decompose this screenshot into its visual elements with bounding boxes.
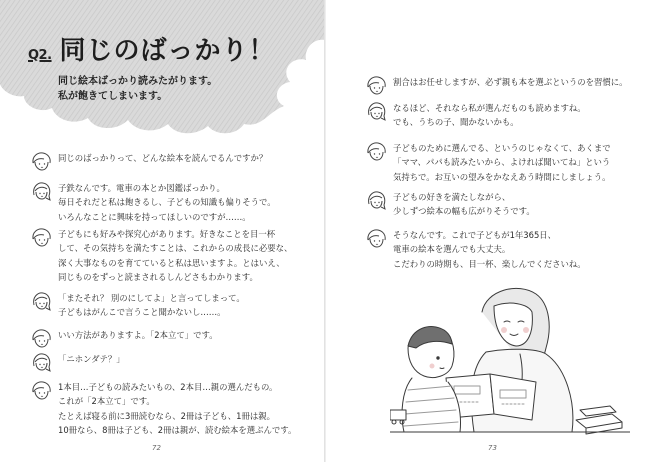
parent-face-icon <box>30 380 52 400</box>
dialogue-line: 割合はお任せしますが、必ず親も本を選ぶというのを習慣に。 <box>393 77 628 87</box>
dialogue-line: たとえば寝る前に3冊読むなら、2冊は子ども、1冊は親。 <box>58 410 275 421</box>
dialogue-line: 同じものをずっと読まされるしんどさもわかります。 <box>58 271 258 282</box>
parent-face-icon <box>30 227 52 247</box>
dialogue-block <box>30 380 296 437</box>
dialogue-line: こだわりの時期も、目一杯、楽しんでくださいね。 <box>393 258 586 269</box>
dialogue-block <box>365 190 535 219</box>
question-intro <box>58 74 217 104</box>
intro-line: 同じ絵本ばっかり読みたがります。 <box>58 76 218 87</box>
page-number: 73 <box>488 444 497 452</box>
dialogue-block <box>30 181 276 224</box>
dialogue-block <box>30 227 292 284</box>
dialogue-block <box>30 151 267 171</box>
dialogue-block <box>365 141 611 184</box>
dialogue-block <box>365 75 628 95</box>
dialogue-line: 子どもの好きを満たしながら、 <box>393 192 511 202</box>
question-heading <box>28 30 276 67</box>
dialogue-line: 同じのばっかりって、どんな絵本を読んでるんですか？ <box>58 153 268 163</box>
mother-face-icon <box>30 352 52 372</box>
parent-face-icon <box>365 75 387 95</box>
mother-face-icon <box>30 291 52 311</box>
page-number: 72 <box>152 444 161 452</box>
dialogue-line: そうなんです。これで子どもが1年365日、 <box>393 230 557 240</box>
dialogue-line: 少しずつ絵本の幅も広がりそうです。 <box>393 206 535 217</box>
dialogue-line: なるほど、それなら私が選んだものも読めますね。 <box>393 103 586 113</box>
dialogue-line: 子どもにも好みや探究心があります。好きなことを目一杯 <box>58 229 276 239</box>
dialogue-line: 子どもはがんこで言うこと聞かないし……。 <box>58 307 226 318</box>
dialogue-line: 電車の絵本を選んでも大丈夫。 <box>393 244 511 255</box>
dialogue-line: 子どものために選んでる、というのじゃなくて、あくまで <box>393 143 611 153</box>
parent-face-icon <box>30 328 52 348</box>
parent-face-icon <box>365 228 387 248</box>
dialogue-line: 10冊なら、8冊は子ども、2冊は親が、読む絵本を選ぶんです。 <box>58 424 297 435</box>
dialogue-line: して、その気持ちを満たすことは、これからの成長に必要な、 <box>58 243 293 254</box>
dialogue-line: 子鉄なんです。電車の本とか図鑑ばっかり。 <box>58 183 225 193</box>
mother-and-child-reading-illustration <box>390 282 630 442</box>
dialogue-block <box>365 228 586 271</box>
mother-face-icon <box>365 190 387 210</box>
parent-face-icon <box>365 141 387 161</box>
header-cloud-background <box>0 0 325 140</box>
dialogue-line: 1本目…子どもの読みたいもの、2本目…親の選んだもの。 <box>58 382 278 392</box>
dialogue-block <box>365 101 586 130</box>
dialogue-line: 「またそれ？ 別のにしてよ」と言ってしまって。 <box>58 293 245 303</box>
dialogue-block <box>30 291 245 320</box>
mother-face-icon <box>365 101 387 121</box>
intro-line: 私が飽きてしまいます。 <box>58 91 168 102</box>
question-title: 同じのばっかり！ <box>59 36 276 66</box>
mother-face-icon <box>30 181 52 201</box>
dialogue-line: これが「2本立て」です。 <box>58 396 155 407</box>
dialogue-line: 毎日それだと私は飽きるし、子どもの知識も偏りそうで。 <box>58 197 276 208</box>
dialogue-line: 深く大事なものを育てていると私は思いますよ。とはいえ、 <box>58 257 285 268</box>
dialogue-line: いろんなことに興味を持ってほしいのですが……。 <box>58 211 251 222</box>
dialogue-line: いい方法がありますよ。「2本立て」です。 <box>58 330 218 340</box>
dialogue-block <box>30 328 218 348</box>
dialogue-line: 「ニホンダテ？」 <box>58 354 125 364</box>
dialogue-line: 気持ちで。お互いの望みをかなえあう時間にしましょう。 <box>393 171 611 182</box>
question-number: Q2. <box>28 48 52 63</box>
dialogue-line: でも、うちの子、聞かないかも。 <box>393 117 519 128</box>
dialogue-line: 「ママ、パパも読みたいから、よければ聞いてね」という <box>393 157 611 168</box>
dialogue-block <box>30 352 125 372</box>
parent-face-icon <box>30 151 52 171</box>
